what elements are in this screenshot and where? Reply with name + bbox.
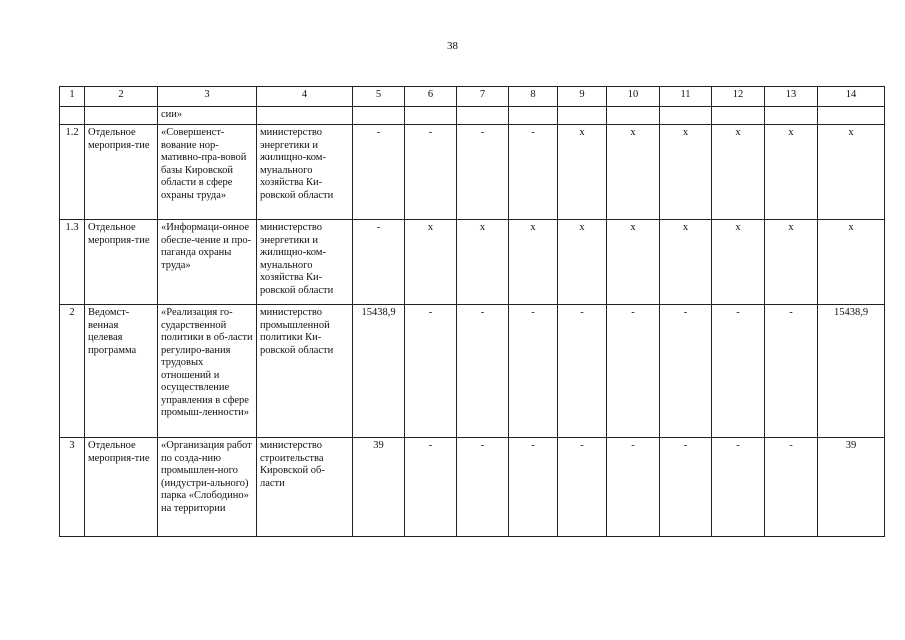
- table-cell: [607, 107, 660, 125]
- table-cell: -: [558, 305, 607, 438]
- column-header: 1: [60, 87, 85, 107]
- table-cell: x: [405, 220, 457, 305]
- table-cell: -: [509, 305, 558, 438]
- table-cell: -: [712, 305, 765, 438]
- table-cell: министерство энергетики и жилищно-ком-мунального хозяйства Ки-ровской области: [257, 125, 353, 220]
- table-cell: x: [607, 220, 660, 305]
- column-header: 8: [509, 87, 558, 107]
- table-cell: сии»: [158, 107, 257, 125]
- table-cell: [712, 107, 765, 125]
- table-cell: -: [660, 438, 712, 537]
- table-cell: x: [558, 220, 607, 305]
- table-cell: -: [607, 305, 660, 438]
- table-cell: «Реализация го-сударственной политики в об-ласти регулиро-вания трудовых отношений и осуществление управления в сфере промыш-ленности»: [158, 305, 257, 438]
- table-cell: -: [457, 438, 509, 537]
- column-header: 12: [712, 87, 765, 107]
- column-header: 14: [818, 87, 885, 107]
- table-cell: [558, 107, 607, 125]
- table-cell: x: [765, 220, 818, 305]
- table-cell: -: [457, 125, 509, 220]
- column-header: 5: [353, 87, 405, 107]
- table-cell: x: [712, 125, 765, 220]
- table-cell: x: [818, 220, 885, 305]
- table-cell: «Информаци-онное обеспе-чение и про-паганда охраны труда»: [158, 220, 257, 305]
- table-cell: 2: [60, 305, 85, 438]
- table-cell: x: [607, 125, 660, 220]
- table-cell: [818, 107, 885, 125]
- column-header: 2: [85, 87, 158, 107]
- table-cell: 15438,9: [818, 305, 885, 438]
- table-row: [60, 107, 885, 125]
- column-header: 10: [607, 87, 660, 107]
- table-cell: x: [660, 125, 712, 220]
- table-cell: x: [818, 125, 885, 220]
- table-cell: -: [660, 305, 712, 438]
- header-row: [60, 87, 885, 107]
- table-row: [60, 305, 885, 438]
- table-cell: [353, 107, 405, 125]
- table-cell: -: [607, 438, 660, 537]
- table-cell: Отдельное мероприя-тие: [85, 220, 158, 305]
- table-cell: 1.3: [60, 220, 85, 305]
- table-cell: x: [457, 220, 509, 305]
- column-header: 3: [158, 87, 257, 107]
- table-cell: 1.2: [60, 125, 85, 220]
- table-cell: [85, 107, 158, 125]
- table-cell: [257, 107, 353, 125]
- column-header: 4: [257, 87, 353, 107]
- table-row: [60, 125, 885, 220]
- column-header: 13: [765, 87, 818, 107]
- table-cell: x: [660, 220, 712, 305]
- table-cell: -: [405, 438, 457, 537]
- table-cell: «Совершенст-вование нор-мативно-пра-вовой базы Кировской области в сфере охраны труда»: [158, 125, 257, 220]
- table-cell: Отдельное мероприя-тие: [85, 438, 158, 537]
- table-cell: -: [509, 125, 558, 220]
- table-row: [60, 438, 885, 537]
- table-cell: x: [765, 125, 818, 220]
- table-cell: -: [457, 305, 509, 438]
- column-header: 9: [558, 87, 607, 107]
- table-cell: x: [712, 220, 765, 305]
- table-cell: -: [353, 220, 405, 305]
- table-cell: [765, 107, 818, 125]
- page-number: 38: [447, 40, 458, 52]
- table-cell: -: [405, 305, 457, 438]
- table-row: [60, 220, 885, 305]
- table-cell: министерство строительства Кировской об-ласти: [257, 438, 353, 537]
- table-cell: [60, 107, 85, 125]
- table-cell: -: [353, 125, 405, 220]
- table-cell: министерство энергетики и жилищно-ком-мунального хозяйства Ки-ровской области: [257, 220, 353, 305]
- column-header: 6: [405, 87, 457, 107]
- table-cell: «Организация работ по созда-нию промышлен-ного (индустри-ального) парка «Слободино» на территории: [158, 438, 257, 537]
- table-cell: 3: [60, 438, 85, 537]
- table-cell: 39: [818, 438, 885, 537]
- column-header: 11: [660, 87, 712, 107]
- table-cell: x: [558, 125, 607, 220]
- table-cell: x: [509, 220, 558, 305]
- table-cell: -: [765, 438, 818, 537]
- table-cell: 39: [353, 438, 405, 537]
- program-table: [59, 86, 885, 537]
- table-cell: -: [405, 125, 457, 220]
- table-cell: [457, 107, 509, 125]
- table-cell: [405, 107, 457, 125]
- table-cell: [509, 107, 558, 125]
- table-cell: -: [509, 438, 558, 537]
- table-cell: -: [765, 305, 818, 438]
- column-header: 7: [457, 87, 509, 107]
- table-cell: -: [712, 438, 765, 537]
- table-cell: 15438,9: [353, 305, 405, 438]
- table-cell: Ведомст-венная целевая программа: [85, 305, 158, 438]
- table-cell: Отдельное мероприя-тие: [85, 125, 158, 220]
- table-cell: министерство промышленной политики Ки-ровской области: [257, 305, 353, 438]
- table-cell: [660, 107, 712, 125]
- table-cell: -: [558, 438, 607, 537]
